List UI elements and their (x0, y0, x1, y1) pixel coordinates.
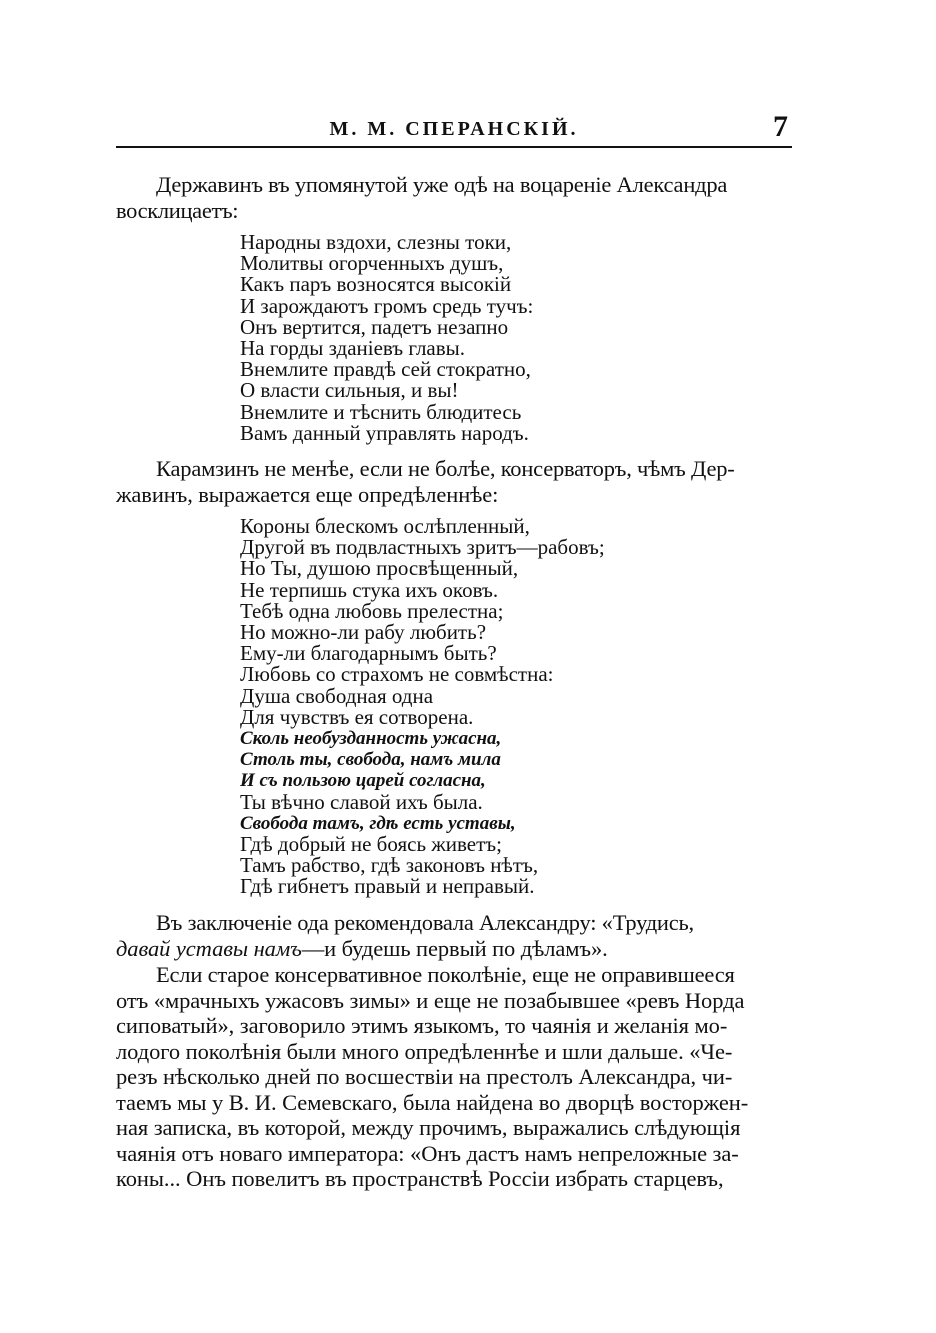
page-number: 7 (773, 110, 788, 143)
text-line: лодого поколѣнія были много опредѣленнѣе и шли дальше. «Че- (116, 1038, 733, 1064)
text-line: ная записка, въ которой, между прочимъ, выражались слѣдующія (116, 1115, 741, 1140)
verse-line: Тамъ рабство, гдѣ законовъ нѣтъ, (240, 853, 539, 878)
verse-line-italic: Свобода тамъ, гдѣ есть уставы, (240, 812, 516, 834)
verse-line: Вамъ данный управлять народъ. (240, 420, 529, 445)
paragraph-ode-conclusion (116, 910, 788, 961)
verse-line: Но можно-ли рабу любить? (240, 620, 487, 645)
verse-line: Гдѣ гибнетъ правый и неправый. (240, 874, 535, 899)
verse-line: Молитвы огорченныхъ душъ, (240, 251, 504, 276)
verse-line: Душа свободная одна (240, 683, 434, 708)
header-rule (116, 146, 792, 148)
verse-line: Для чувствъ ея сотворена. (240, 704, 474, 729)
verse-line: Внемлите и тѣснить блюдитесь (240, 399, 522, 424)
text-line: отъ «мрачныхъ ужасовъ зимы» и еще не позабывшее «ревъ Норда (116, 987, 745, 1013)
text-line: чаянія отъ новаго императора: «Онъ дастъ намъ непреложные за- (116, 1140, 739, 1166)
text-line: Карамзинъ не менѣе, если не болѣе, консерваторъ, чѣмъ Дер- (156, 456, 735, 481)
text-line: сиповатый», заговорило этимъ языкомъ, то чаянія и желанія мо- (116, 1013, 728, 1038)
verse-line: И зарождаютъ громъ средь тучъ: (240, 293, 534, 318)
verse-line: Какъ паръ возносятся высокій (240, 272, 512, 297)
paragraph-young-generation (116, 962, 788, 1192)
verse-line-italic: Столь ты, свобода, намъ мила (240, 749, 501, 771)
verse-line: Ты вѣчно славой ихъ была. (240, 789, 483, 814)
verse-line: Не терпишь стука ихъ оковъ. (240, 577, 499, 602)
verse-line: Тебѣ одна любовь прелестна; (240, 598, 504, 623)
verse-line: Любовь со страхомъ не совмѣстна: (240, 662, 554, 687)
verse-derzhavin (240, 232, 720, 444)
verse-line-italic: И съ пользою царей согласна, (240, 770, 486, 792)
text-line: таемъ мы у В. И. Семевскаго, была найдена во дворцѣ восторжен- (116, 1089, 749, 1115)
text-line: Въ заключеніе ода рекомендовала Александру: «Трудись, (156, 910, 694, 935)
verse-line: Внемлите правдѣ сей стократно, (240, 357, 531, 382)
text-line: Державинъ въ упомянутой уже одѣ на воцареніе Александра (156, 172, 728, 197)
text-run: —и будешь первый по дѣламъ». (301, 935, 608, 961)
paragraph-karamzin-intro (116, 456, 788, 507)
text-line: восклицаетъ: (116, 197, 239, 223)
verse-line: На горды зданіевъ главы. (240, 336, 466, 361)
verse-line: Народны вздохи, слезны токи, (240, 230, 512, 254)
verse-line: О власти сильныя, и вы! (240, 378, 459, 403)
running-title: М. М. СПЕРАНСКІЙ. (329, 118, 579, 140)
text-line (116, 936, 788, 962)
verse-line: Ему-ли благодарнымъ быть? (240, 641, 497, 666)
verse-line: Но Ты, душою просвѣщенный, (240, 556, 519, 581)
text-line: Если старое консервативное поколѣніе, еще не оправившееся (156, 962, 735, 987)
verse-karamzin (240, 516, 720, 898)
verse-line: Онъ вертится, падетъ незапно (240, 314, 509, 339)
verse-line: Гдѣ добрый не боясь живетъ; (240, 832, 502, 857)
verse-line-italic: Сколь необузданность ужасна, (240, 728, 502, 750)
italic-quote: давай уставы намъ (116, 935, 302, 961)
paragraph-derzhavin-intro (116, 172, 788, 223)
text-line: коны... Онъ повелитъ въ пространствѣ Россіи избрать старцевъ, (116, 1166, 724, 1191)
text-line: жавинъ, выражается еще опредѣленнѣе: (116, 481, 499, 507)
text-line: резъ нѣсколько дней по восшествіи на престолъ Александра, чи- (116, 1064, 733, 1089)
verse-line: Короны блескомъ ослѣпленный, (240, 514, 530, 538)
verse-line: Другой въ подвластныхъ зритъ—рабовъ; (240, 535, 605, 560)
